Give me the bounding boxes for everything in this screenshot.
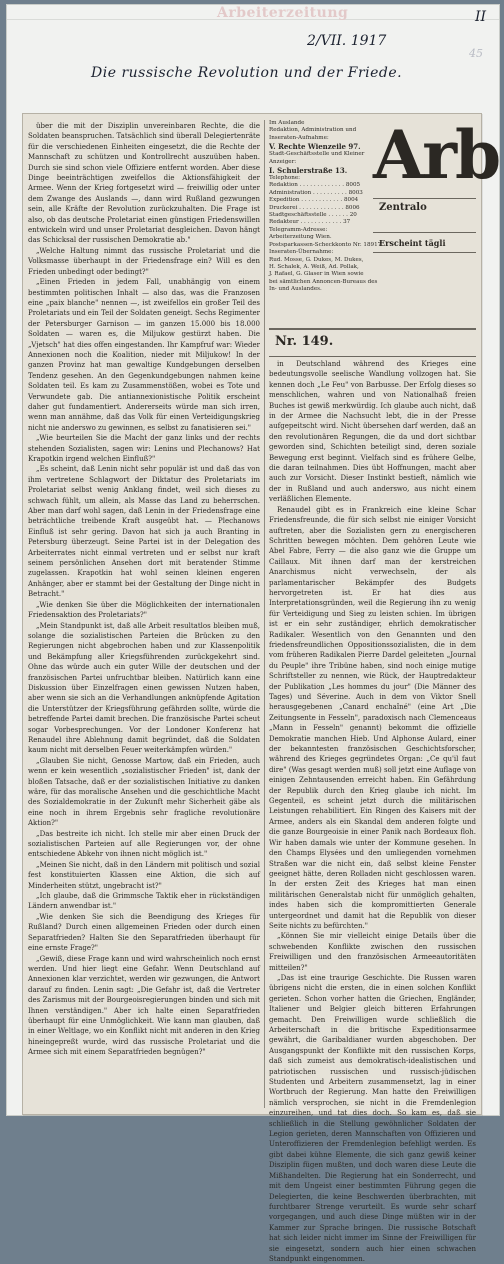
masthead-info-line: J. Rafael, G. Glaser in Wien sowie	[269, 271, 364, 278]
newspaper-masthead	[269, 116, 500, 356]
masthead-info-line: Postsparkassen-Scheckkonto Nr. 18917.	[269, 241, 383, 248]
masthead-info-line: Stadtgeschäftsstelle . . . . . . 20	[269, 212, 357, 219]
masthead-rule	[373, 198, 476, 199]
masthead-info-line: V. Rechte Wienzeile 97.	[269, 142, 361, 152]
article-paragraph: „Es scheint, daß Lenin nicht sehr populär ist und daß das von ihm vertretene Schlagwort der Diktatur des Proletariats im Proletariat selbst wenig Anklang findet, weil sich dieses zu schwach fühlt, um allein, als Masse das Land zu beherrschen. Aber man darf wohl sagen, daß Lenin in der Friedensfrage eine beträchtliche treibende Kraft ausgeübt hat. — Plechanows Einfluß ist sehr gering. Davon hat sich ja auch Branting in Petersburg überzeugt. Seine Partei ist in der Delegation des Arbeiterrates nicht einmal vertreten und er selbst nur kraft seinem persönlichen Ansehen dort mit beratender Stimme zugelassen. Krapotkin hat wohl seinen kleinen engeren Anhänger, aber er stammt bei der Gestaltung der Dinge nicht in Betracht."	[28, 465, 260, 599]
masthead-rule	[373, 252, 476, 253]
article-left-column	[28, 121, 260, 1106]
article-paragraph: „Mein Standpunkt ist, daß alle Arbeit resultatlos bleiben muß, solange die sozialistischen Parteien die Brücken zu den Regierungen nicht abgebrochen haben und zur Klassenpolitik und Bekämpfung aller Kriegsführenden zurückgekehrt sind. Ohne das würde auch ein guter Wille der deutschen und der französischen Partei unfruchtbar bleiben. Natürlich kann eine Diskussion über Einzelfragen einen gewissen Nutzen haben, aber wenn sie sich an die Verhandlungen anknüpfende Agitation die Unterstützer der Kriegsführung gefährden sollte, würde die betreffende Partei damit brechen. Die französische Partei scheut sogar Vorbesprechungen. Vor der Londoner Konferenz hat Renaudel ihre Ablehnung damit begründet, daß die Soldaten kaum nicht mit derselben Feuer weiterkämpfen würden."	[28, 621, 260, 755]
masthead-info-line: I. Schulerstraße 13.	[269, 166, 348, 176]
masthead-rule	[373, 232, 476, 233]
masthead-info-line: Telephone:	[269, 175, 301, 182]
masthead-info-line: In- und Auslandes.	[269, 286, 322, 293]
masthead-info-line: Expedition . . . . . . . . . . . . 8004	[269, 197, 359, 204]
column-divider	[264, 120, 265, 1108]
faint-stamp-text: Arbeiterzeitung	[217, 5, 349, 21]
masthead-info-line: Im Auslande	[269, 120, 305, 126]
masthead-info-line: Druckerei . . . . . . . . . . . . . 8006	[269, 204, 360, 211]
article-paragraph: über die mit der Disziplin unvereinbaren Rechte, die die Soldaten beanspruchen. Tatsächlich sind überall Delegiertenräte für die verschiedenen Einheiten eingesetzt, die die Rechte der Mannschaft zu schützen und Kontrollrecht auszuüben haben. Durch sie sind schon viele Offiziere entfernt worden. Aber diese Dinge beeinträchtigen zweifellos die Aktionsfähigkeit der Armee. Wenn der Krieg fortgesetzt wird — freiwillig oder unter dem Zwange des Auslands —, dann wird Rußland gezwungen sein, alle Kräfte der Revolution zurückzuhalten. Die Frage ist also, ob das deutsche Proletariat einen günstigen Friedenswillen entwickeln wird und unser Proletariat desgleichen. Davon hängt das Schicksal der russischen Demokratie ab."	[28, 122, 260, 245]
article-paragraph: „Das ist eine traurige Geschichte. Die Russen waren übrigens nicht die ersten, die in einen solchen Konflikt gerieten. Schon vorher hatten die Griechen, Engländer, Italiener und Belgier gleich bitteren Erfahrungen gemacht. Den Freiwilligen wurde schließlich die Arbeiterschaft in die britische Expeditionsarmee gewährt, die Garibaldianer wurden abgeschoben. Der Ausgangspunkt der Konflikte mit den russischen Korps, daß sich zumeist aus demokratisch-idealistischen und patriotischen russischen und russisch-jüdischen Studenten und Arbeitern zusammensetzt, lag in einer Wortbruch der Regierung. Man hatte den Freiwilligen nämlich versprochen, sie nicht in die Fremdenlegion einzureihen, und tat dies doch. So kam es, daß sie schließlich in die Stellung gewöhnlicher Soldaten der Legion gerieten, deren Mannschaften von Offizieren und Unteroffizieren der Fremdenlegion befehligt werden. Es gibt dabei kühne Elemente, die sich ganz gewiß keiner Disziplin fügen mußten, und doch waren diese Leute die Mißhandelten. Die Regierung hat ein Sonderrecht, und mit dem Ungeist einer bestimmten Führung gegen die Delegierten, die keine Beschwerden überbrachten, mit furchtbarer Strenge verurteilt. Es wurde sehr scharf vorgegangen, und auch diese Dinge müßten wir in der Kammer zur Sprache bringen. Die russische Botschaft hat sich leider nicht immer im Sinne der Freiwilligen für sie eingesetzt, sondern auch hier einen schwachen Standpunkt eingenommen.	[269, 973, 476, 1263]
masthead-info-line: Redaktion . . . . . . . . . . . . . 8005	[269, 182, 361, 189]
masthead-info-line: Stadt-Geschäftsstelle und Kleiner	[269, 151, 365, 158]
faint-page-number: 45	[469, 47, 483, 60]
masthead-info-block	[269, 120, 383, 294]
masthead-info-line: Inseraten-Aufnahme:	[269, 134, 329, 141]
masthead-info-line: Redaktion, Administration und	[269, 127, 357, 134]
issue-number: Nr. 149.	[275, 334, 334, 349]
article-paragraph: „Glauben Sie nicht, Genosse Martow, daß ein Frieden, auch wenn er kein wesentlich „sozialistischer Frieden" ist, dank der bloßen Tatsache, daß er der sozialistischen Initiative zu danken wäre, für das moralische Ansehen und die geschichtliche Macht des Sozialdemokratie in der Zukunft mehr Sicherheit gäbe als eine noch in ihrem Ergebnis sehr fragliche revolutionäre Aktion?"	[28, 756, 260, 828]
masthead-info-line: Administration . . . . . . . . . . 8003	[269, 189, 363, 196]
masthead-info-line: H. Schalek, A. Weiß, Ad. Pollak,	[269, 263, 359, 270]
masthead-title: Arb	[373, 116, 500, 194]
archive-sheet	[6, 4, 500, 1263]
article-paragraph: „Wie denken Sie über die Möglichkeiten der internationalen Friedensaktion des Proletariats?"	[28, 600, 260, 620]
handwritten-title: Die russische Revolution und der Friede.	[91, 65, 403, 81]
masthead-info-line: Anzeiger:	[269, 158, 297, 165]
article-right-column	[269, 359, 476, 1263]
masthead-info-line: Inseraten-Übernahme:	[269, 249, 334, 256]
article-paragraph: „Wie beurteilen Sie die Macht der ganz links und der rechts stehenden Sozialisten, sagen wir: Lenins und Plechanows? Hat Krapotkin irgend welchen Einfluß?"	[28, 434, 260, 463]
article-paragraph: „Wie denken Sie sich die Beendigung des Krieges für Rußland? Durch einen allgemeinen Frieden oder durch einen Separatfrieden? Halten Sie den Separatfrieden überhaupt für eine ernste Frage?"	[28, 912, 260, 953]
masthead-info-line: Rud. Mosse, G. Dukes, M. Dukes,	[269, 256, 364, 263]
article-paragraph: „Einen Frieden in jedem Fall, unabhängig von einem bestimmten politischen Inhalt — also das, was die Franzosen eine „paix blanche" nennen —, ist zweifellos ein großer Teil des Proletariats und ein Teil der Soldaten geneigt. Sechs Regimenter der Petersburger Garnison — im ganzen 15.000 bis 18.000 Soldaten — waren es, die Miljukow gestürzt haben. Die „Vjetsch" hat dies offen eingestanden. Ihr Kampfruf war: Wieder Annexionen noch die Koalition, nieder mit Miljukow! In der ganzen Provinz hat man gewaltige Kundgebungen derselben Tendenz gesehen. An den Gegenkundgebungen nahmen keine Soldaten teil. Es kam zu Zusammenstößen, wobei es Tote und Verwundete gab. Die antiannexionistische Politik erscheint daher gut fundamentiert. Andererseits würde man sich irren, wenn man annähme, daß das Volk für einen Verteidigungskrieg nicht nie anderswo zu gewinnen, es selbst zu fanatisieren sei."	[28, 278, 260, 432]
masthead-info-line: Redakteur . . . . . . . . . . . . 37	[269, 219, 351, 226]
article-paragraph: „Welche Haltung nimmt das russische Proletariat und die Volksmasse überhaupt in der Friedensfrage ein? Will es den Frieden unbedingt oder bedingt?"	[28, 246, 260, 276]
handwritten-date: 2/VII. 1917	[307, 33, 387, 49]
article-paragraph: „Gewiß, diese Frage kann und wird wahrscheinlich noch ernst werden. Und hier liegt eine Gefahr. Wenn Deutschland auf Annexionen klar verzichtet, werden wir gezwungen, die Antwort darauf zu finden. Lenin sagt: „Die Gefahr ist, daß die Vertreter des Zarismus mit der Bourgeoisregierungen binden und sich mit Ihnen verständigen." Aber ich halte einen Separatfrieden überhaupt für eine Unmöglichkeit. Wie kann man glauben, daß in einer Weltlage, wo ein Konflikt nicht mit anderen in den Krieg hineingepreßt wurde, wird das russische Proletariat und die Armee sich mit einem Separatfrieden begnügen?"	[28, 954, 260, 1057]
masthead-info-line: bei sämtlichen Annoncen-Bureaus des	[269, 278, 378, 285]
article-paragraph: „Können Sie mir vielleicht einige Details über die schwebenden Konflikte zwischen den russischen Freiwilligen und den französischen Armeeautoritäten mitteilen?"	[269, 932, 476, 972]
masthead-info-line: Telegramm-Adresse:	[269, 226, 328, 233]
newspaper-clipping	[22, 113, 500, 1263]
masthead-publication-note: Erscheint tägli	[379, 238, 446, 248]
masthead-info-line: Arbeiterzeitung Wien.	[269, 234, 332, 241]
article-paragraph: „Das bestreite ich nicht. Ich stelle mir aber einen Druck der sozialistischen Parteien auf alle Regierungen vor, der ohne entschiedene Abkehr von ihnen nicht möglich ist."	[28, 829, 260, 859]
article-paragraph: Renaudel gibt es in Frankreich eine kleine Schar Friedensfreunde, die für sich selbst nie einiger Vorsicht auftreten, aber die Sozialisten gern zu energischeren Schritten bewegen möchten. Dem gehören Leute wie Abel Fabre, Ferry — die also ganz wie die Gruppe um Caillaux. Mit ihnen darf man der kerstreichen Anarchismus nicht verwechseln, der als parlamentarischer Bekämpfer des Budgets hervorgetreten ist. Er hat dies aus Interpretationsgründen, weil die Regierung ihn zu wenig für Verteidigung und Sieg zu leisten schien. Im übrigen ist er ein sehr zuständiger, ehrlich demokratischer Radikaler. Wesentlich von den Genannten und den friedensfreundlichen Oppositionssozialisten, die in dem vom früheren Radikalen Pierre Dardel geleiteten „Journal du Peuple" ihre Tribüne haben, sind noch einige mutige Schriftsteller zu nennen, wie Rück, der Hauptredakteur der Publikation „Les hommes du jour" (Die Männer des Tages) und Séverine. Auch in dem von Viktor Snell herausgegebenen „Canard enchaîné" (eine Art „Die Zeitungsente in Fesseln", paradoxisch nach Clemenceaus „Mann in Fesseln" genannt) bekommt die offizielle Demokratie manchen Hieb. Und Alphonse Aulard, einer der bekanntesten französischen Geschichtsforscher, während des Krieges gegründetes Organ: „Ce qu'il faut dire" (Was gesagt werden muß) soll jetzt eine Auflage von einigen Zehntausenden erreicht haben. Ein Gefährdung der Republik durch den Krieg glaube ich nicht. Im Gegenteil, es scheint jetzt durch die militärischen Leistungen rehabilitiert. Ein Ringen des Kaisers mit der Armee, anders als ein Skandal dem anderen folgte und die ganze Bourgeoisie in einer Panik nach Bordeaux floh. Wir haben damals wie unter der Kommune gesehen. In den Champs Elysées und den umliegenden vornehmen Straßen war die nicht ein, daß selbst kleine Fenster geeignet hätte, deren Rolladen nicht geschlossen waren. In der ersten Zeit des Krieges hat man einen militärischen Generalstab nicht für unmöglich gehalten, indes haben sich die kompromittierten Generale untergeordnet und damit hat die Republik von dieser Seite nichts zu befürchten."	[269, 505, 476, 930]
article-paragraph: „Meinen Sie nicht, daß in den Ländern mit politisch und sozial fest konstituierten Klassen eine Aktion, die sich auf Minderheiten stützt, ungebracht ist?"	[28, 860, 260, 890]
handwritten-folio-mark: II	[475, 9, 487, 25]
article-paragraph: „Ich glaube, daß die Grimmsche Taktik eher in rückständigen Ländern anwendbar ist."	[28, 892, 260, 911]
article-paragraph: in Deutschland während des Krieges eine bedeutungsvolle seelische Wandlung vollzogen hat. Sie kennen doch „Le Feu" von Barbusse. Der Erfolg dieses so menschlichen, wahren und von Nationalhaß freien Buches ist gewiß merkwürdig. Ich glaube auch nicht, daß in der Armee die Nachsucht lebt, die in der Presse aufgepeitscht wird. Nicht übersehen darf werden, daß an den revolutionären Regungen, die da und dort sichtbar geworden sind, Schichten beteiligt sind, deren soziale Bewegung erst beginnt. Vielfach sind es frühere Gelbe, die daran teilnahmen. Dies übt Hoffnungen, macht aber auch zur Vorsicht. Dieser Instinkt bestieft, nämlich wie der in Rußland und auch anderswo, aus nicht einem verläßlichen Elemente.	[269, 360, 476, 504]
masthead-subtitle: Zentralo	[379, 202, 427, 213]
